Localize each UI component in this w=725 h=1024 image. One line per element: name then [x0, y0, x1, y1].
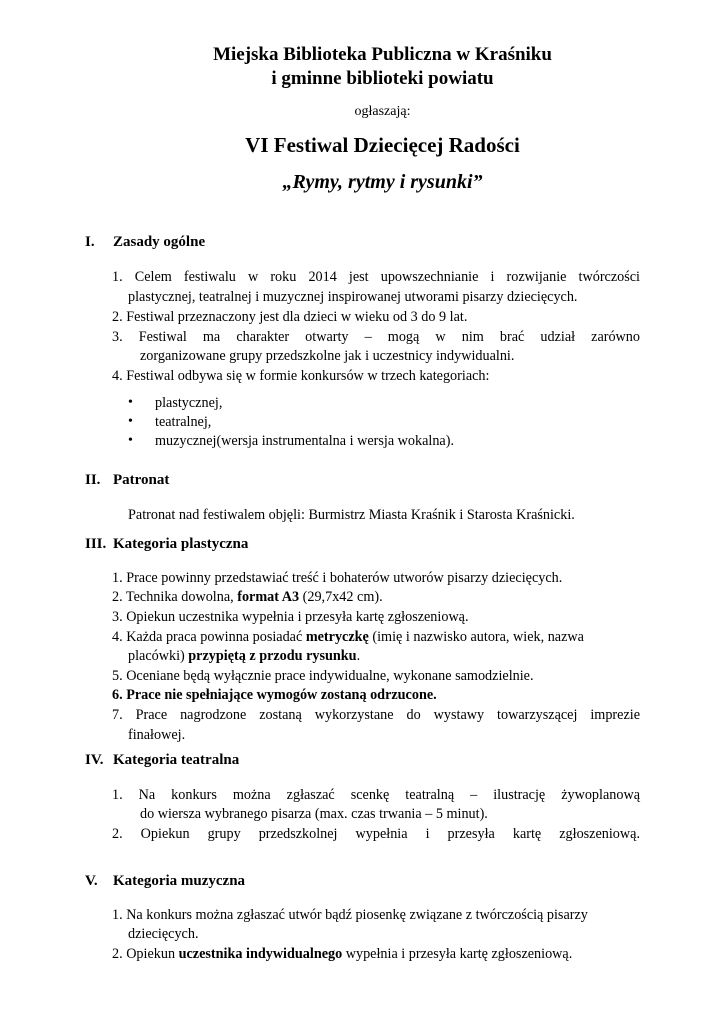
bullet-icon: • — [128, 414, 133, 429]
section-3-heading — [85, 536, 248, 553]
section-title: Patronat — [113, 472, 170, 488]
festival-title: VI Festiwal Dziecięcej Radości — [245, 133, 520, 157]
s5-item-1a: 1. Na konkurs można zgłaszać utwór bądź piosenkę związane z twórczością pisarzy — [112, 907, 588, 923]
s4-item-1b: do wiersza wybranego pisarza (max. czas trwania – 5 minut). — [140, 806, 488, 822]
s1-bullet-1: plastycznej, — [155, 395, 223, 411]
section-4-heading — [85, 752, 239, 769]
section-1-heading — [85, 234, 205, 251]
s3-item-5: 5. Oceniane będą wyłącznie prace indywidualne, wykonane samodzielnie. — [112, 668, 534, 684]
s3-item-4b: placówki) przypiętą z przodu rysunku. — [128, 648, 361, 664]
s3-item-6: 6. Prace nie spełniające wymogów zostaną odrzucone. — [112, 687, 437, 703]
section-number: IV. — [85, 752, 104, 768]
s1-bullet-3: muzycznej(wersja instrumentalna i wersja wokalna). — [155, 433, 455, 449]
s3-item-3: 3. Opiekun uczestnika wypełnia i przesyła kartę zgłoszeniową. — [112, 609, 469, 625]
bullet-icon: • — [128, 433, 133, 448]
s1-item-3a: 3. Festiwal ma charakter otwarty – mogą w nim brać udział zarówno — [112, 329, 640, 345]
s1-item-1a: 1. Celem festiwalu w roku 2014 jest upowszechnianie i rozwijanie twórczości — [112, 269, 640, 285]
s1-item-4: 4. Festiwal odbywa się w formie konkursów w trzech kategoriach: — [112, 368, 490, 384]
section-5-heading — [85, 873, 245, 890]
announce-text: ogłaszają: — [354, 104, 411, 119]
s3-item-7a: 7. Prace nagrodzone zostaną wykorzystane do wystawy towarzyszącej imprezie — [112, 707, 640, 723]
s4-item-2: 2. Opiekun grupy przedszkolnej wypełnia i przesyła kartę zgłoszeniową. — [112, 826, 640, 842]
section-number: III. — [85, 536, 107, 552]
s3-item-2: 2. Technika dowolna, format A3 (29,7x42 cm). — [112, 589, 383, 605]
section-title: Kategoria plastyczna — [113, 536, 249, 552]
s3-item-4a: 4. Każda praca powinna posiadać metryczkę (imię i nazwisko autora, wiek, nazwa — [112, 629, 584, 645]
s5-item-1b: dziecięcych. — [128, 926, 199, 942]
s1-item-3b: zorganizowane grupy przedszkolne jak i uczestnicy indywidualni. — [140, 348, 515, 364]
s5-item-2: 2. Opiekun uczestnika indywidualnego wypełnia i przesyła kartę zgłoszeniową. — [112, 946, 573, 962]
s2-text: Patronat nad festiwalem objęli: Burmistrz Miasta Kraśnik i Starosta Kraśnicki. — [128, 507, 575, 523]
section-number: V. — [85, 873, 98, 889]
s3-item-1: 1. Prace powinny przedstawiać treść i bohaterów utworów pisarzy dziecięcych. — [112, 570, 563, 586]
s1-item-1b: plastycznej, teatralnej i muzycznej inspirowanej utworami pisarzy dziecięcych. — [128, 289, 578, 305]
s1-bullet-2: teatralnej, — [155, 414, 212, 430]
section-title: Zasady ogólne — [113, 234, 206, 250]
festival-motto: „Rymy, rytmy i rysunki” — [282, 171, 483, 193]
section-number: II. — [85, 472, 101, 488]
section-number: I. — [85, 234, 95, 250]
header-line-1: Miejska Biblioteka Publiczna w Kraśniku — [213, 44, 552, 65]
s1-item-2: 2. Festiwal przeznaczony jest dla dzieci w wieku od 3 do 9 lat. — [112, 309, 468, 325]
section-2-heading — [85, 472, 169, 489]
s4-item-1a: 1. Na konkurs można zgłaszać scenkę teatralną – ilustrację żywoplanową — [112, 787, 640, 803]
section-title: Kategoria teatralna — [113, 752, 240, 768]
bullet-icon: • — [128, 395, 133, 410]
section-title: Kategoria muzyczna — [113, 873, 246, 889]
s3-item-7b: finałowej. — [128, 727, 186, 743]
header-line-2: i gminne biblioteki powiatu — [271, 68, 494, 89]
